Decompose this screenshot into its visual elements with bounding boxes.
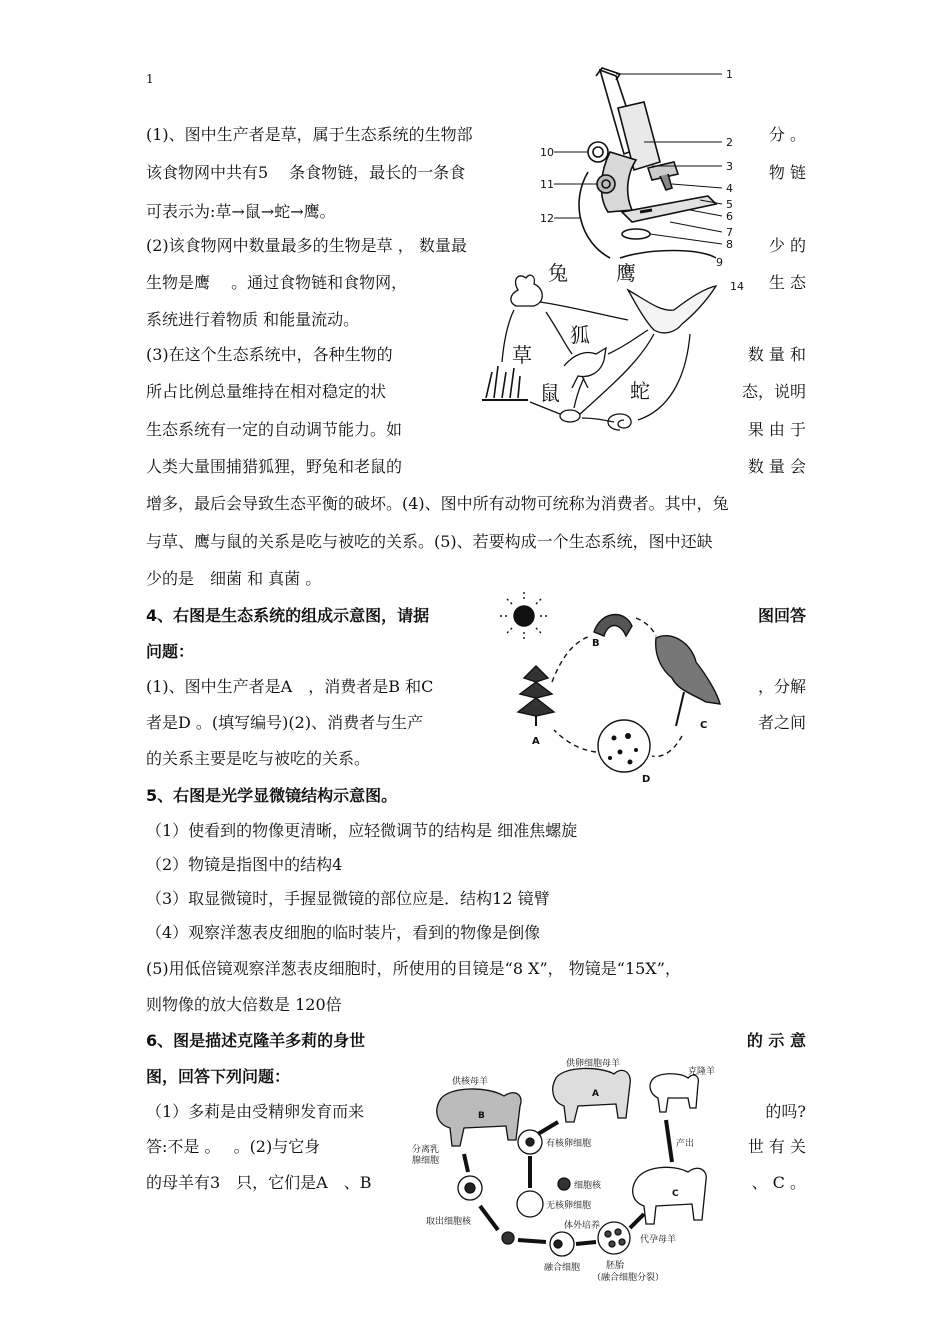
food-web-mouse: 鼠 bbox=[540, 381, 560, 405]
food-web-figure bbox=[478, 250, 728, 445]
q6-line-1: （1）多莉是由受精卵发育而来 的吗? bbox=[146, 1102, 806, 1121]
ecosystem-figure bbox=[496, 586, 736, 786]
q3-line-13: 少的是 细菌 和 真菌 。 bbox=[146, 569, 322, 588]
q3-line-3: 可表示为:草→鼠→蛇→鹰。 bbox=[146, 202, 336, 221]
microscope-label-4: 4 bbox=[726, 182, 733, 195]
q3-line-7: (3)在这个生态系统中，各种生物的 数 量 和 bbox=[146, 345, 806, 364]
q6-title-1: 6、图是描述克隆羊多莉的身世 的 示 意 bbox=[146, 1031, 806, 1050]
dolly-birth: 产出 bbox=[676, 1139, 695, 1149]
microscope-label-9: 9 bbox=[716, 256, 723, 269]
dolly-culture: 体外培养 bbox=[564, 1221, 601, 1231]
q4-title-1: 4、右图是生态系统的组成示意图，请据 图回答 bbox=[146, 606, 806, 625]
q5-line-6: 则物像的放大倍数是 120倍 bbox=[146, 995, 342, 1014]
dolly-donor-nucleus: 供核母羊 bbox=[452, 1077, 489, 1087]
dolly-label-c: C bbox=[672, 1189, 679, 1199]
dolly-embryo-note: （融合细胞分裂） bbox=[592, 1273, 665, 1283]
q3-line-8: 所占比例总量维持在相对稳定的状 态，说明 bbox=[146, 382, 806, 401]
dolly-embryo: 胚胎 bbox=[606, 1261, 625, 1271]
q4-line-1: (1)、图中生产者是A ，消费者是B 和C ，分解 bbox=[146, 677, 806, 696]
dolly-drawing bbox=[408, 1056, 728, 1344]
dolly-mammary: 分离乳腺细胞 bbox=[412, 1145, 440, 1166]
page-number: 1 bbox=[146, 72, 154, 86]
q5-line-4: （4）观察洋葱表皮细胞的临时装片，看到的物像是倒像 bbox=[146, 923, 541, 942]
dolly-donor-egg: 供卵细胞母羊 bbox=[566, 1059, 621, 1069]
dolly-extract: 取出细胞核 bbox=[426, 1217, 472, 1227]
microscope-label-8: 8 bbox=[726, 238, 733, 251]
q3-line-9: 生态系统有一定的自动调节能力。如 果 由 于 bbox=[146, 420, 806, 439]
microscope-label-14: 14 bbox=[730, 280, 744, 293]
q3-line-4: (2)该食物网中数量最多的生物是草 ， 数量最 少 的 bbox=[146, 236, 806, 255]
q5-line-3: （3）取显微镜时，手握显微镜的部位应是．结构12 镜臂 bbox=[146, 889, 550, 908]
q3-line-6: 系统进行着物质 和能量流动。 bbox=[146, 310, 360, 329]
q5-line-1: （1）使看到的物像更清晰，应轻微调节的结构是 细准焦螺旋 bbox=[146, 821, 578, 840]
q4-line-2: 者是D 。(填写编号)(2)、消费者与生产 者之间 bbox=[146, 713, 806, 732]
dolly-nucleus: 细胞核 bbox=[574, 1181, 602, 1191]
microscope-label-10: 10 bbox=[540, 146, 554, 159]
microscope-label-11: 11 bbox=[540, 178, 554, 191]
q3-line-12: 与草、鹰与鼠的关系是吃与被吃的关系。(5)、若要构成一个生态系统，图中还缺 bbox=[146, 532, 713, 551]
food-web-snake: 蛇 bbox=[630, 379, 650, 403]
dolly-figure bbox=[408, 1056, 728, 1344]
microscope-label-1: 1 bbox=[726, 68, 733, 81]
microscope-label-5: 5 bbox=[726, 198, 733, 211]
food-web-drawing bbox=[478, 250, 728, 445]
q5-line-2: （2）物镜是指图中的结构4 bbox=[146, 855, 343, 874]
dolly-enucleated: 无核卵细胞 bbox=[546, 1201, 592, 1211]
q3-line-5: 生物是鹰 。通过食物链和食物网， 生 态 bbox=[146, 273, 806, 292]
microscope-figure bbox=[540, 62, 755, 262]
q3-line-2: 该食物网中共有5 条食物链，最长的一条食 物 链 bbox=[146, 163, 806, 182]
q4-title-2: 问题： bbox=[146, 642, 195, 661]
dolly-label-b: A bbox=[592, 1089, 599, 1099]
microscope-label-12: 12 bbox=[540, 212, 554, 225]
ecosystem-drawing bbox=[496, 586, 736, 786]
microscope-label-7: 7 bbox=[726, 226, 733, 239]
q3-line-10: 人类大量围捕猎狐狸，野兔和老鼠的 数 量 会 bbox=[146, 457, 806, 476]
microscope-drawing bbox=[540, 62, 755, 262]
ecosystem-label-a: A bbox=[532, 736, 540, 747]
q6-line-2: 答:不是 。 。(2)与它身 世 有 关 bbox=[146, 1137, 806, 1156]
dolly-nucleated-egg: 有核卵细胞 bbox=[546, 1139, 592, 1149]
food-web-eagle: 鹰 bbox=[616, 261, 636, 285]
microscope-label-6: 6 bbox=[726, 210, 733, 223]
food-web-fox: 狐 bbox=[570, 323, 590, 347]
dolly-surrogate: 代孕母羊 bbox=[640, 1235, 677, 1245]
q6-line-3: 的母羊有3 只，它们是A 、B 、 C 。 bbox=[146, 1173, 806, 1192]
dolly-fused: 融合细胞 bbox=[544, 1263, 581, 1273]
dolly-label-a: B bbox=[478, 1111, 485, 1121]
dolly-clone: 克隆羊 bbox=[688, 1067, 716, 1077]
ecosystem-label-b: B bbox=[592, 638, 600, 649]
microscope-label-3: 3 bbox=[726, 160, 733, 173]
food-web-grass: 草 bbox=[512, 343, 532, 367]
ecosystem-label-c: C bbox=[700, 720, 708, 731]
q3-line-1: (1)、图中生产者是草，属于生态系统的生物部 分 。 bbox=[146, 125, 806, 144]
q5-line-5: (5)用低倍镜观察洋葱表皮细胞时，所使用的目镜是“8 X”， 物镜是“15X”， bbox=[146, 959, 681, 978]
microscope-label-2: 2 bbox=[726, 136, 733, 149]
q5-title: 5、右图是光学显微镜结构示意图。 bbox=[146, 786, 398, 805]
q4-line-3: 的关系主要是吃与被吃的关系。 bbox=[146, 749, 371, 768]
ecosystem-label-d: D bbox=[642, 774, 651, 785]
food-web-rabbit: 兔 bbox=[548, 261, 568, 285]
q6-title-2: 图，回答下列问题： bbox=[146, 1067, 291, 1086]
q3-line-11: 增多，最后会导致生态平衡的破坏。(4)、图中所有动物可统称为消费者。其中，兔 bbox=[146, 494, 729, 513]
